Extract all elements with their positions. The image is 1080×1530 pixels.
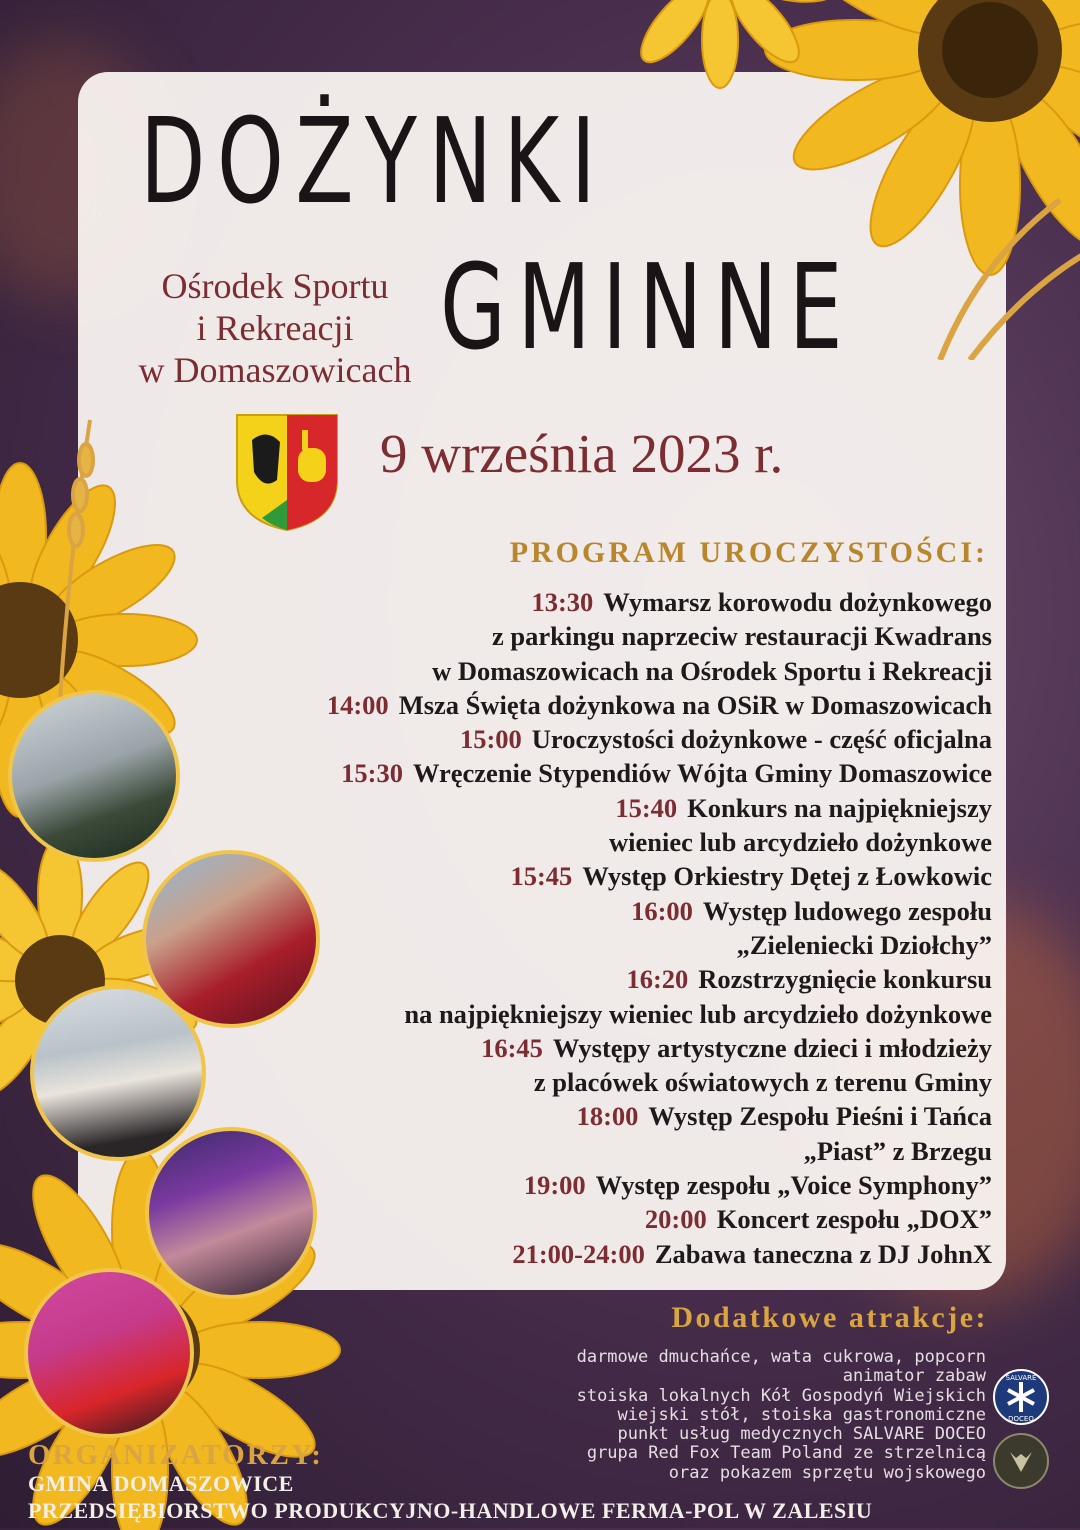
schedule-row: [232, 756, 992, 790]
salvare-doceo-logo-icon: [992, 1368, 1050, 1426]
extras-heading: Dodatkowe atrakcje:: [671, 1301, 988, 1334]
schedule-time: 16:45: [481, 1032, 543, 1063]
extras-item: darmowe dmuchańce, wata cukrowa, popcorn: [576, 1347, 986, 1367]
extras-item: punkt usług medycznych SALVARE DOCEO: [617, 1424, 986, 1445]
schedule-row: [232, 585, 992, 619]
schedule-text: Wręczenie Stypendiów Wójta Gminy Domaszowice: [412, 758, 992, 789]
schedule-text: Rozstrzygnięcie konkursu: [698, 964, 992, 995]
schedule-text: Występ Orkiestry Dętej z Łowkowic: [582, 861, 992, 892]
photo-choir: [30, 985, 206, 1161]
extras-item: stoiska lokalnych Kół Gospodyń Wiejskich: [576, 1385, 986, 1406]
schedule-row-cont: z placówek oświatowych z terenu Gminy: [533, 1067, 992, 1098]
salvare-badge-bottom-text: DOCEO: [1008, 1415, 1034, 1423]
schedule-text: Występ ludowego zespołu: [702, 895, 992, 926]
wheat-icon: [30, 400, 170, 700]
schedule-text: Występ zespołu „Voice Symphony”: [595, 1170, 992, 1201]
photo-band-dox: [24, 1268, 194, 1438]
schedule-time: 15:00: [459, 724, 522, 755]
schedule-row-cont: z parkingu naprzeciw restauracji Kwadrans: [491, 621, 992, 652]
photo-brass-band: [8, 690, 180, 862]
schedule-time: 15:45: [510, 861, 573, 892]
title-line-2: GMINNE: [440, 238, 855, 376]
schedule-text: Wymarsz korowodu dożynkowego: [603, 587, 992, 617]
schedule-row: [232, 1099, 992, 1133]
organizer-subtitle-line: i Rekreacji: [196, 308, 354, 348]
schedule-text: Koncert zespołu „DOX”: [716, 1204, 992, 1235]
photo-singers: [145, 1127, 317, 1299]
schedule-text: Występ Zespołu Pieśni i Tańca: [648, 1101, 992, 1132]
coat-of-arms-icon: [232, 410, 342, 532]
schedule-row: [232, 1031, 992, 1065]
schedule-row: [232, 962, 992, 996]
organizers-heading: ORGANIZATORZY:: [28, 1439, 323, 1471]
extras-item: animator zabaw: [842, 1366, 986, 1387]
schedule-row: [232, 1202, 992, 1236]
schedule-row: [232, 688, 992, 722]
schedule-time: 21:00-24:00: [512, 1238, 645, 1269]
schedule-time: 15:40: [615, 792, 678, 823]
schedule-row: [232, 859, 992, 893]
extras-item: oraz pokazem sprzętu wojskowego: [668, 1462, 986, 1483]
schedule-row: [232, 791, 992, 825]
schedule-row-cont: „Piast” z Brzegu: [803, 1135, 992, 1166]
schedule-list: [232, 585, 992, 1271]
schedule-row: [232, 1237, 992, 1271]
schedule-time: 14:00: [326, 689, 389, 720]
organizer-subtitle-line: w Domaszowicach: [138, 350, 412, 390]
organizer-subtitle: [100, 265, 450, 391]
title-line-1: DOŻYNKI: [140, 92, 608, 230]
extras-item: grupa Red Fox Team Poland ze strzelnicą: [586, 1443, 986, 1464]
schedule-time: 16:20: [626, 964, 689, 995]
schedule-row-cont: w Domaszowicach na Ośrodek Sportu i Rekreacji: [432, 655, 992, 686]
schedule-row: [232, 722, 992, 756]
event-date: 9 września 2023 r.: [380, 423, 784, 484]
schedule-time: 13:30: [531, 587, 594, 617]
organizers-block: [28, 1440, 872, 1524]
salvare-badge-top-text: SALVARE: [1005, 1374, 1037, 1382]
schedule-time: 16:00: [631, 895, 693, 926]
schedule-text: Msza Święta dożynkowa na OSiR w Domaszowicach: [398, 689, 992, 720]
schedule-row: [232, 1168, 992, 1202]
extras-item: wiejski stół, stoiska gastronomiczne: [617, 1404, 986, 1425]
schedule-time: 19:00: [523, 1170, 586, 1201]
program-heading: PROGRAM UROCZYSTOŚCI:: [509, 536, 988, 569]
organizer-line: PRZEDSIĘBIORSTWO PRODUKCYJNO-HANDLOWE FERMA-POL W ZALESIU: [28, 1498, 873, 1523]
schedule-row-cont: wieniec lub arcydzieło dożynkowe: [608, 827, 992, 858]
schedule-time: 20:00: [644, 1204, 707, 1235]
schedule-text: Uroczystości dożynkowe - część oficjalna: [531, 724, 992, 755]
schedule-time: 15:30: [341, 758, 403, 789]
organizer-line: GMINA DOMASZOWICE: [28, 1471, 294, 1496]
schedule-text: Występy artystyczne dzieci i młodzieży: [552, 1032, 992, 1063]
schedule-row-cont: na najpiękniejszy wieniec lub arcydzieło dożynkowe: [404, 998, 992, 1029]
schedule-text: Zabawa taneczna z DJ JohnX: [654, 1238, 992, 1269]
red-fox-team-logo-icon: [992, 1432, 1050, 1490]
schedule-row-cont: „Zieleniecki Dziołchy”: [736, 929, 992, 960]
schedule-row: [232, 894, 992, 928]
organizer-subtitle-line: Ośrodek Sportu: [161, 266, 389, 306]
schedule-time: 18:00: [576, 1101, 639, 1132]
schedule-text: Konkurs na najpiękniejszy: [687, 792, 992, 823]
